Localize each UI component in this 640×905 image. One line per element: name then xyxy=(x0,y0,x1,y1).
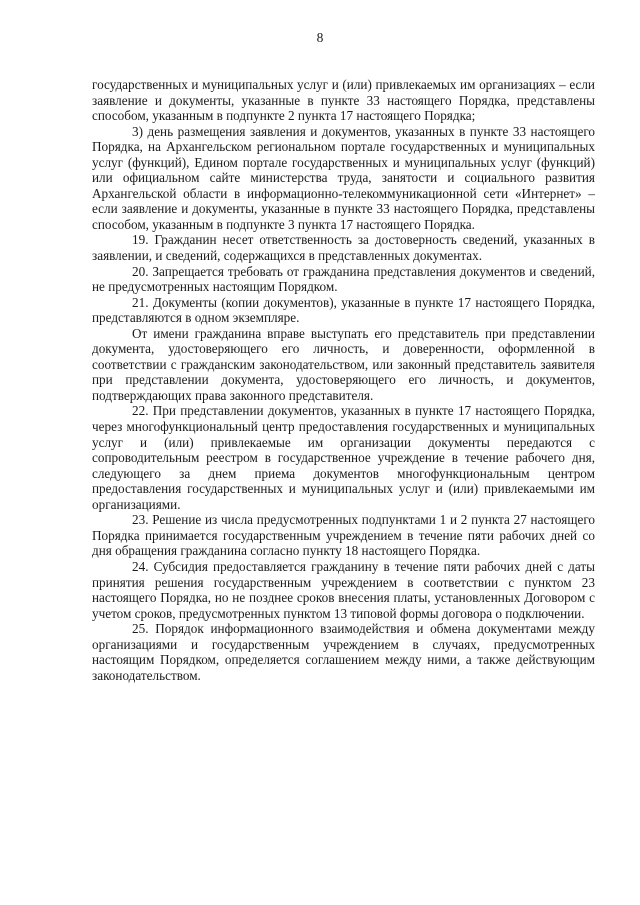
document-body xyxy=(92,77,595,683)
page-number: 8 xyxy=(316,30,324,45)
paragraph-25: 25. Порядок информационного взаимодействия и обмена документами между организациями и государственным учреждением в случаях, предусмотренных настоящим Порядком, определяется соглашением между ними, а также действующим законодательством. xyxy=(92,621,595,683)
paragraph-22: 22. При представлении документов, указанных в пункте 17 настоящего Порядка, через многофункциональный центр предоставления государственных и муниципальных услуг и (или) привлекаемые им организации документы передаются с сопроводительным реестром в государственное учреждение в течение рабочего дня, следующего за днем приема документов многофункциональным центром предоставления государственных и муниципальных услуг и (или) привлекаемыми им организациями. xyxy=(92,403,595,512)
paragraph-24: 24. Субсидия предоставляется гражданину в течение пяти рабочих дней с даты принятия решения государственным учреждением в соответствии с пунктом 23 настоящего Порядка, но не позднее сроков внесения платы, установленных Договором с учетом сроков, предусмотренных пунктом 13 типовой формы договора о подключении. xyxy=(92,558,595,621)
paragraph-21: 21. Документы (копии документов), указанные в пункте 17 настоящего Порядка, представляются в одном экземпляре. xyxy=(92,294,595,326)
paragraph-item-3: 3) день размещения заявления и документов, указанных в пункте 33 настоящего Порядка, на Архангельском региональном портале государственных и муниципальных услуг (функций), Едином портале государственных и муниципальных услуг (функций) или официальном сайте министерства труда, занятости и социального развития Архангельской области в информационно-телекоммуникационной сети «Интернет» – если заявление и документы, указанные в пункте 33 настоящего Порядка, представлены способом, указанным в подпункте 3 пункта 17 настоящего Порядка. xyxy=(92,123,595,232)
paragraph-23: 23. Решение из числа предусмотренных подпунктами 1 и 2 пункта 27 настоящего Порядка принимается государственным учреждением в течение пяти рабочих дней со дня обращения гражданина согласно пункту 18 настоящего Порядка. xyxy=(92,512,595,559)
paragraph-continuation: государственных и муниципальных услуг и (или) привлекаемых им организациях – если заявление и документы, указанные в пункте 33 настоящего Порядка, представлены способом, указанным в подпункте 2 пункта 17 настоящего Порядка; xyxy=(92,77,595,124)
paragraph-20: 20. Запрещается требовать от гражданина представления документов и сведений, не предусмотренных настоящим Порядком. xyxy=(92,263,595,295)
paragraph-19: 19. Гражданин несет ответственность за достоверность сведений, указанных в заявлении, и сведений, содержащихся в представленных документах. xyxy=(92,232,595,264)
paragraph-21-representative: От имени гражданина вправе выступать его представитель при представлении документа, удостоверяющего его личность, и доверенности, оформленной в соответствии с гражданским законодательством, или законный представитель заявителя при представлении документа, удостоверяющего его личность, и документов, подтверждающих права законного представителя. xyxy=(92,325,595,403)
